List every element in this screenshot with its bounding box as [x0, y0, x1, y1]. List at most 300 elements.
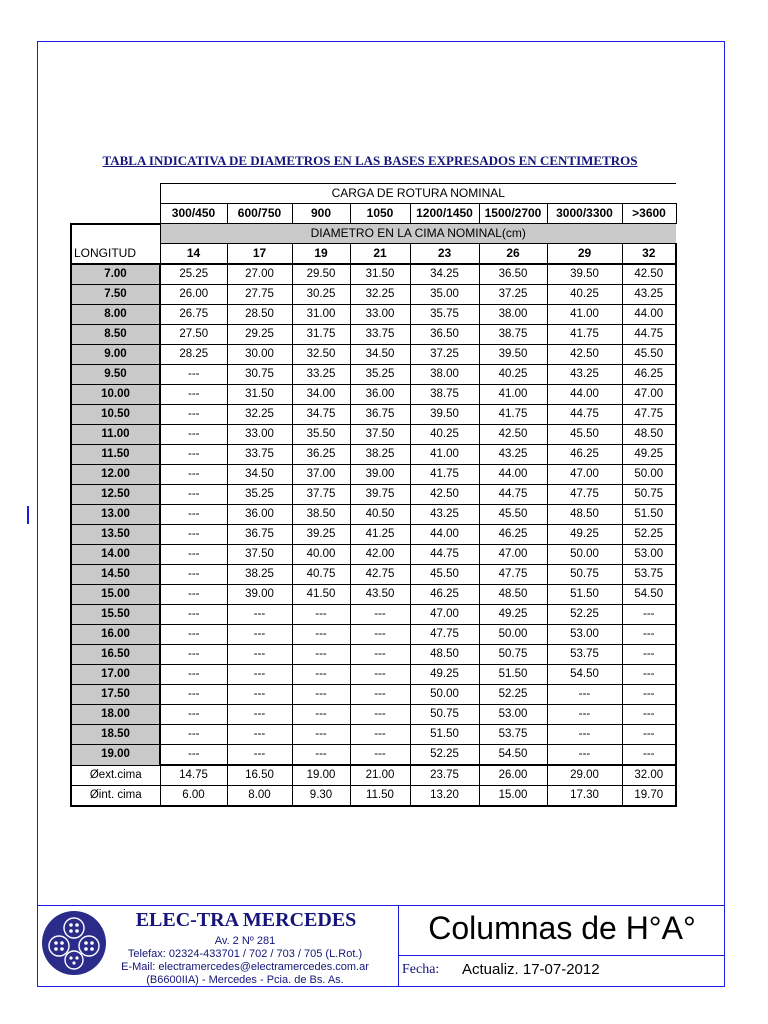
diameter-cell: ---: [160, 465, 227, 485]
diameter-cell: ---: [160, 405, 227, 425]
length-cell: 11.00: [71, 425, 160, 445]
load-value: 300/450: [160, 204, 227, 224]
table-row: [71, 645, 676, 665]
length-cell: 16.00: [71, 625, 160, 645]
diameter-cell: ---: [547, 685, 622, 705]
diameter-cell: 38.25: [227, 565, 292, 585]
diameter-cell: ---: [622, 725, 676, 745]
diameter-cell: 33.75: [350, 325, 410, 345]
diameter-cell: 51.50: [547, 585, 622, 605]
diameter-cell: 53.75: [622, 565, 676, 585]
diameter-cell: 27.50: [160, 325, 227, 345]
diameter-cell: ---: [350, 705, 410, 725]
summary-cell: 17.30: [547, 786, 622, 807]
diameter-cell: 38.00: [410, 365, 479, 385]
diameter-cell: ---: [160, 585, 227, 605]
diameter-cell: 31.75: [292, 325, 350, 345]
diameter-cell: 43.25: [622, 285, 676, 305]
diameter-cell: 35.50: [292, 425, 350, 445]
length-cell: 12.50: [71, 485, 160, 505]
diameter-cell: ---: [292, 625, 350, 645]
diameter-cell: 29.50: [292, 264, 350, 285]
load-header: CARGA DE ROTURA NOMINAL: [160, 184, 676, 204]
diameter-cell: 51.50: [479, 665, 547, 685]
date-value: Actualiz. 17-07-2012: [462, 961, 600, 978]
diameter-cell: ---: [350, 725, 410, 745]
table-row: [71, 625, 676, 645]
table-row: [71, 705, 676, 725]
diameter-cell: 43.50: [350, 585, 410, 605]
diameter-cell: 50.75: [547, 565, 622, 585]
diameter-cell: 47.00: [479, 545, 547, 565]
diameter-cell: ---: [292, 645, 350, 665]
load-value: 1200/1450: [410, 204, 479, 224]
diameter-cell: 43.25: [479, 445, 547, 465]
diameter-cell: ---: [622, 645, 676, 665]
diameter-cell: 41.75: [547, 325, 622, 345]
diameter-cell: 28.25: [160, 345, 227, 365]
diameter-cell: 53.75: [479, 725, 547, 745]
diameter-cell: 53.00: [622, 545, 676, 565]
table-row: [71, 325, 676, 345]
summary-cell: 21.00: [350, 765, 410, 786]
top-diameter-row: [71, 244, 676, 265]
diameter-cell: 50.75: [622, 485, 676, 505]
length-cell: 10.50: [71, 405, 160, 425]
diameter-cell: 42.50: [410, 485, 479, 505]
summary-cell: 14.75: [160, 765, 227, 786]
load-value: 600/750: [227, 204, 292, 224]
diameter-cell: 44.00: [410, 525, 479, 545]
diameter-cell: 43.25: [410, 505, 479, 525]
diameter-cell: 38.00: [479, 305, 547, 325]
diameter-cell: 50.75: [410, 705, 479, 725]
diameter-cell: 50.00: [622, 465, 676, 485]
diameter-cell: 42.50: [547, 345, 622, 365]
diameter-cell: 38.75: [479, 325, 547, 345]
diameter-cell: ---: [622, 685, 676, 705]
table-row: [71, 365, 676, 385]
diameter-cell: 49.25: [479, 605, 547, 625]
diameter-cell: ---: [160, 505, 227, 525]
table-row: [71, 725, 676, 745]
top-diameter: 17: [227, 244, 292, 265]
diameter-cell: 41.50: [292, 585, 350, 605]
cable-bundle-icon: [41, 910, 107, 976]
company-phone: Telefax: 02324-433701 / 702 / 703 / 705 (L.Rot.): [127, 948, 363, 960]
diameter-cell: 53.75: [547, 645, 622, 665]
table-row: [71, 505, 676, 525]
diameter-cell: 50.00: [547, 545, 622, 565]
length-cell: 13.00: [71, 505, 160, 525]
table-row: [71, 565, 676, 585]
table-row: [71, 445, 676, 465]
load-value: 900: [292, 204, 350, 224]
company-address: Av. 2 Nº 281: [214, 935, 276, 947]
diameter-cell: ---: [227, 665, 292, 685]
diameter-cell: ---: [160, 385, 227, 405]
diameter-cell: 48.50: [479, 585, 547, 605]
diameter-cell: ---: [160, 445, 227, 465]
diameter-cell: 40.00: [292, 545, 350, 565]
diameter-cell: ---: [350, 685, 410, 705]
diameter-cell: 39.50: [479, 345, 547, 365]
diameter-cell: 33.25: [292, 365, 350, 385]
summary-label: Øint. cima: [71, 786, 160, 807]
diameter-cell: 40.75: [292, 565, 350, 585]
diameter-cell: 39.75: [350, 485, 410, 505]
diameter-cell: 47.00: [622, 385, 676, 405]
diameter-cell: 47.75: [622, 405, 676, 425]
diameter-cell: 33.75: [227, 445, 292, 465]
footer-rule: [38, 905, 724, 906]
summary-cell: 13.20: [410, 786, 479, 807]
diameter-cell: 46.25: [479, 525, 547, 545]
length-cell: 16.50: [71, 645, 160, 665]
top-diameter: 23: [410, 244, 479, 265]
company-location: (B6600IIA) - Mercedes - Pcia. de Bs. As.: [146, 974, 344, 986]
summary-cell: 19.00: [292, 765, 350, 786]
diameter-cell: ---: [292, 685, 350, 705]
diameter-cell: 37.50: [227, 545, 292, 565]
length-cell: 19.00: [71, 745, 160, 766]
diameter-cell: 41.25: [350, 525, 410, 545]
diameter-cell: 46.25: [547, 445, 622, 465]
diameter-cell: 53.00: [547, 625, 622, 645]
diameter-cell: ---: [160, 645, 227, 665]
load-value: 1500/2700: [479, 204, 547, 224]
diameter-cell: 37.25: [479, 285, 547, 305]
diameter-cell: ---: [622, 665, 676, 685]
diameter-cell: 30.75: [227, 365, 292, 385]
table-row: [71, 605, 676, 625]
diameter-cell: 35.00: [410, 285, 479, 305]
diameter-cell: 47.75: [410, 625, 479, 645]
diameter-cell: 36.75: [227, 525, 292, 545]
company-name: ELEC-TRA MERCEDES: [135, 909, 357, 931]
summary-cell: 9.30: [292, 786, 350, 807]
diameter-cell: ---: [622, 625, 676, 645]
load-values-row: [71, 204, 676, 224]
diameter-cell: 39.50: [547, 264, 622, 285]
diameter-cell: ---: [292, 725, 350, 745]
length-cell: 18.00: [71, 705, 160, 725]
diameter-cell: 40.25: [547, 285, 622, 305]
length-cell: 10.00: [71, 385, 160, 405]
summary-cell: 11.50: [350, 786, 410, 807]
diameter-cell: 38.50: [292, 505, 350, 525]
summary-row: [71, 765, 676, 786]
diameter-cell: 51.50: [622, 505, 676, 525]
length-cell: 17.50: [71, 685, 160, 705]
diameter-cell: ---: [227, 625, 292, 645]
table-row: [71, 425, 676, 445]
summary-cell: 19.70: [622, 786, 676, 807]
diameter-cell: ---: [292, 745, 350, 766]
diameter-cell: 31.50: [227, 385, 292, 405]
diameter-cell: 52.25: [547, 605, 622, 625]
diameter-cell: ---: [622, 745, 676, 766]
diameter-cell: 39.00: [227, 585, 292, 605]
table-row: [71, 264, 676, 285]
diameter-cell: 42.75: [350, 565, 410, 585]
diameter-cell: 54.50: [479, 745, 547, 766]
diameter-cell: 39.50: [410, 405, 479, 425]
length-cell: 15.00: [71, 585, 160, 605]
diameter-cell: 40.50: [350, 505, 410, 525]
diameter-header-row: [71, 224, 676, 244]
diameter-cell: 28.50: [227, 305, 292, 325]
diameter-cell: ---: [547, 745, 622, 766]
diameter-cell: 39.25: [292, 525, 350, 545]
diameter-cell: 46.25: [622, 365, 676, 385]
diameter-cell: 43.25: [547, 365, 622, 385]
table-row: [71, 385, 676, 405]
length-cell: 18.50: [71, 725, 160, 745]
diameter-cell: 42.00: [350, 545, 410, 565]
diameter-cell: 48.50: [622, 425, 676, 445]
top-diameter: 21: [350, 244, 410, 265]
diameter-cell: 35.25: [350, 365, 410, 385]
diameter-cell: ---: [160, 545, 227, 565]
length-cell: 9.00: [71, 345, 160, 365]
diameter-cell: 41.00: [547, 305, 622, 325]
diameter-cell: ---: [227, 685, 292, 705]
table-row: [71, 685, 676, 705]
diameter-cell: 41.75: [410, 465, 479, 485]
diameter-header: DIAMETRO EN LA CIMA NOMINAL(cm): [160, 224, 676, 244]
diameter-cell: 44.00: [479, 465, 547, 485]
top-diameter: 26: [479, 244, 547, 265]
diameter-cell: 34.75: [292, 405, 350, 425]
diameter-cell: 32.50: [292, 345, 350, 365]
summary-cell: 8.00: [227, 786, 292, 807]
blank-cell: [71, 204, 160, 224]
diameter-cell: ---: [292, 605, 350, 625]
summary-cell: 6.00: [160, 786, 227, 807]
diameter-cell: 50.00: [479, 625, 547, 645]
diameter-cell: 29.25: [227, 325, 292, 345]
diameter-cell: 36.50: [479, 264, 547, 285]
diameter-cell: ---: [227, 705, 292, 725]
diameter-cell: ---: [292, 665, 350, 685]
diameter-cell: 44.75: [622, 325, 676, 345]
diameter-cell: ---: [160, 745, 227, 766]
diameter-cell: ---: [350, 745, 410, 766]
diameter-table: [70, 183, 677, 807]
diameter-cell: 26.75: [160, 305, 227, 325]
diameter-cell: ---: [160, 665, 227, 685]
summary-label: Øext.cima: [71, 765, 160, 786]
length-cell: 13.50: [71, 525, 160, 545]
product-title: Columnas de H°A°: [428, 910, 696, 946]
diameter-cell: 47.00: [547, 465, 622, 485]
summary-cell: 16.50: [227, 765, 292, 786]
summary-cell: 32.00: [622, 765, 676, 786]
load-value: >3600: [622, 204, 676, 224]
diameter-cell: 37.75: [292, 485, 350, 505]
diameter-cell: 27.00: [227, 264, 292, 285]
diameter-cell: 36.50: [410, 325, 479, 345]
diameter-cell: 50.00: [410, 685, 479, 705]
diameter-cell: 45.50: [479, 505, 547, 525]
table-row: [71, 585, 676, 605]
length-cell: 15.50: [71, 605, 160, 625]
diameter-cell: 48.50: [410, 645, 479, 665]
diameter-cell: ---: [160, 485, 227, 505]
diameter-cell: 44.00: [547, 385, 622, 405]
table-row: [71, 285, 676, 305]
diameter-cell: 35.25: [227, 485, 292, 505]
diameter-cell: ---: [160, 685, 227, 705]
diameter-cell: ---: [160, 525, 227, 545]
blank-cell: [71, 224, 160, 244]
footer-date-rule: [398, 955, 724, 956]
diameter-cell: 45.50: [547, 425, 622, 445]
diameter-cell: ---: [160, 725, 227, 745]
diameter-cell: 34.25: [410, 264, 479, 285]
diameter-cell: 33.00: [227, 425, 292, 445]
diameter-cell: 34.00: [292, 385, 350, 405]
diameter-cell: 52.25: [410, 745, 479, 766]
diameter-cell: ---: [160, 425, 227, 445]
diameter-cell: 44.75: [410, 545, 479, 565]
diameter-cell: 42.50: [622, 264, 676, 285]
diameter-cell: ---: [547, 725, 622, 745]
diameter-cell: ---: [350, 665, 410, 685]
summary-row: [71, 786, 676, 807]
diameter-cell: 42.50: [479, 425, 547, 445]
company-email: E-Mail: electramercedes@electramercedes.com.ar: [121, 961, 369, 973]
diameter-cell: 44.00: [622, 305, 676, 325]
diameter-cell: 44.75: [547, 405, 622, 425]
diameter-cell: ---: [227, 605, 292, 625]
diameter-cell: 39.00: [350, 465, 410, 485]
diameter-cell: 37.50: [350, 425, 410, 445]
diameter-cell: 54.50: [547, 665, 622, 685]
diameter-cell: 32.25: [227, 405, 292, 425]
diameter-cell: 30.00: [227, 345, 292, 365]
table-row: [71, 545, 676, 565]
diameter-cell: ---: [547, 705, 622, 725]
footer-divider: [398, 905, 399, 987]
diameter-cell: 38.25: [350, 445, 410, 465]
diameter-cell: ---: [160, 365, 227, 385]
top-diameter: 32: [622, 244, 676, 265]
diameter-cell: 41.00: [410, 445, 479, 465]
diameter-cell: 47.00: [410, 605, 479, 625]
top-diameter: 29: [547, 244, 622, 265]
diameter-cell: ---: [350, 605, 410, 625]
diameter-cell: ---: [160, 625, 227, 645]
diameter-cell: 41.00: [479, 385, 547, 405]
diameter-cell: 40.25: [410, 425, 479, 445]
diameter-cell: 51.50: [410, 725, 479, 745]
diameter-cell: 49.25: [547, 525, 622, 545]
diameter-cell: 52.25: [479, 685, 547, 705]
table-row: [71, 525, 676, 545]
load-value: 3000/3300: [547, 204, 622, 224]
diameter-cell: ---: [227, 725, 292, 745]
length-cell: 14.00: [71, 545, 160, 565]
diameter-cell: ---: [160, 705, 227, 725]
table-row: [71, 305, 676, 325]
page-title: TABLA INDICATIVA DE DIAMETROS EN LAS BASES EXPRESADOS EN CENTIMETROS: [102, 153, 638, 168]
table-row: [71, 485, 676, 505]
diameter-cell: 50.75: [479, 645, 547, 665]
length-cell: 7.00: [71, 264, 160, 285]
diameter-cell: ---: [350, 625, 410, 645]
length-cell: 12.00: [71, 465, 160, 485]
diameter-cell: ---: [622, 605, 676, 625]
diameter-cell: 36.75: [350, 405, 410, 425]
diameter-cell: 48.50: [547, 505, 622, 525]
length-cell: 14.50: [71, 565, 160, 585]
diameter-cell: 37.25: [410, 345, 479, 365]
diameter-cell: ---: [227, 745, 292, 766]
date-label: Fecha:: [402, 962, 440, 977]
diameter-cell: 49.25: [622, 445, 676, 465]
diameter-cell: 27.75: [227, 285, 292, 305]
diameter-cell: 47.75: [479, 565, 547, 585]
diameter-cell: 36.00: [350, 385, 410, 405]
diameter-cell: 30.25: [292, 285, 350, 305]
blank-cell: [71, 184, 160, 204]
diameter-cell: ---: [160, 565, 227, 585]
length-cell: 9.50: [71, 365, 160, 385]
summary-cell: 23.75: [410, 765, 479, 786]
table-row: [71, 405, 676, 425]
diameter-cell: 53.00: [479, 705, 547, 725]
length-header: LONGITUD: [71, 244, 160, 265]
diameter-cell: 25.25: [160, 264, 227, 285]
table-row: [71, 465, 676, 485]
diameter-cell: ---: [350, 645, 410, 665]
diameter-cell: ---: [160, 605, 227, 625]
top-diameter: 19: [292, 244, 350, 265]
diameter-cell: 36.25: [292, 445, 350, 465]
diameter-cell: 31.50: [350, 264, 410, 285]
diameter-cell: ---: [227, 645, 292, 665]
diameter-cell: 54.50: [622, 585, 676, 605]
table-row: [71, 745, 676, 766]
diameter-cell: 36.00: [227, 505, 292, 525]
diameter-cell: ---: [622, 705, 676, 725]
diameter-cell: 40.25: [479, 365, 547, 385]
load-value: 1050: [350, 204, 410, 224]
summary-cell: 15.00: [479, 786, 547, 807]
diameter-cell: 26.00: [160, 285, 227, 305]
margin-mark: [27, 506, 29, 524]
length-cell: 7.50: [71, 285, 160, 305]
diameter-cell: 32.25: [350, 285, 410, 305]
diameter-cell: 34.50: [227, 465, 292, 485]
diameter-cell: 45.50: [410, 565, 479, 585]
table-row: [71, 665, 676, 685]
diameter-cell: 31.00: [292, 305, 350, 325]
summary-cell: 26.00: [479, 765, 547, 786]
diameter-cell: 41.75: [479, 405, 547, 425]
diameter-cell: 37.00: [292, 465, 350, 485]
diameter-cell: 44.75: [479, 485, 547, 505]
diameter-cell: 38.75: [410, 385, 479, 405]
diameter-cell: 49.25: [410, 665, 479, 685]
top-diameter: 14: [160, 244, 227, 265]
length-cell: 8.50: [71, 325, 160, 345]
diameter-cell: 33.00: [350, 305, 410, 325]
summary-cell: 29.00: [547, 765, 622, 786]
diameter-cell: 34.50: [350, 345, 410, 365]
